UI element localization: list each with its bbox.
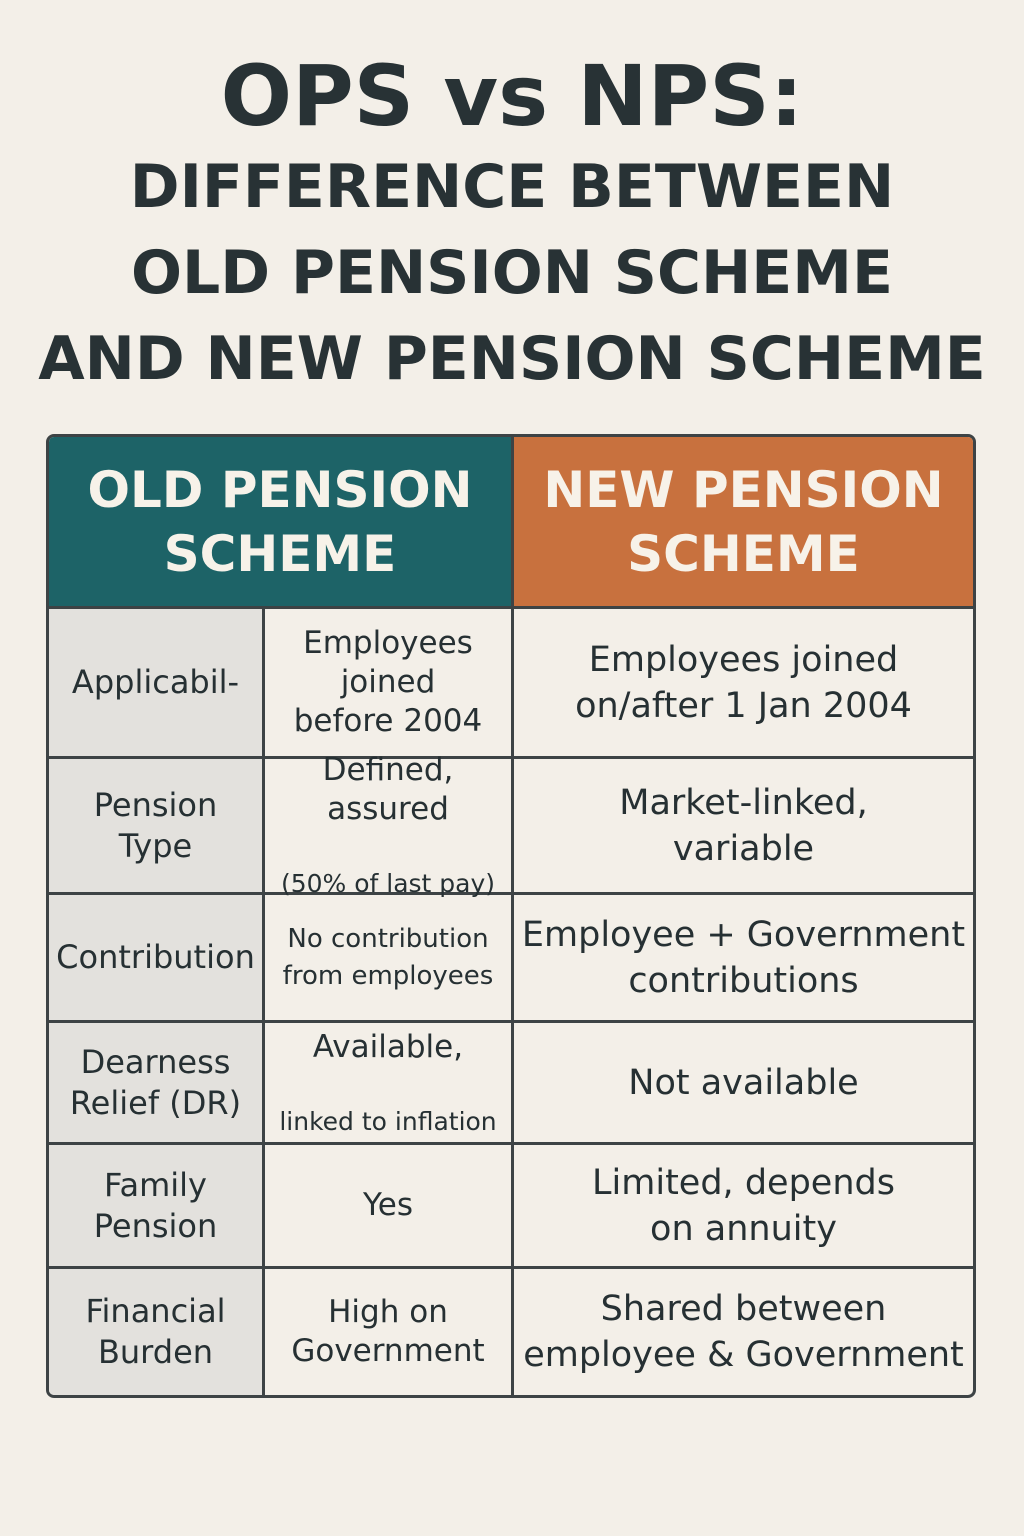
nps-value: Market-linked, variable <box>619 782 868 869</box>
nps-value: Not available <box>628 1062 859 1103</box>
comparison-table <box>46 434 976 1398</box>
table-row-family-pension <box>49 1145 973 1269</box>
header-old-pension-scheme: OLD PENSION SCHEME <box>49 437 514 606</box>
row-label: Family Pension <box>49 1145 265 1266</box>
page-title: OPS vs NPS: <box>220 47 804 145</box>
table-row-contribution <box>49 895 973 1023</box>
nps-value: Employee + Government contributions <box>521 914 966 1001</box>
table-header-row <box>49 437 973 609</box>
ops-value: Employees joined before 2004 <box>265 609 514 756</box>
header-new-pension-scheme: NEW PENSION SCHEME <box>514 437 973 606</box>
page-subtitle-line-2: OLD PENSION SCHEME <box>131 238 893 308</box>
nps-value: Limited, depends on annuity <box>592 1162 895 1249</box>
row-label: Dearness Relief (DR) <box>49 1023 265 1142</box>
page-title-block <box>0 48 1024 402</box>
table-row-dearness-relief <box>49 1023 973 1145</box>
table-row-financial-burden <box>49 1269 973 1395</box>
ops-value: High on Government <box>265 1269 514 1395</box>
table-row-pension-type <box>49 752 973 898</box>
ops-value-cell <box>265 752 514 898</box>
ops-value: Defined, assured <box>322 752 454 827</box>
page-subtitle-line-3: AND NEW PENSION SCHEME <box>38 324 986 394</box>
ops-value-note: (50% of last pay) <box>280 869 496 898</box>
row-label: Pension Type <box>49 759 265 892</box>
nps-value: Shared between employee & Government <box>523 1289 964 1375</box>
ops-value: No contribution from employees <box>265 895 514 1020</box>
table-row-applicability <box>49 609 973 759</box>
ops-value: Yes <box>265 1145 514 1266</box>
ops-value: Available, <box>312 1028 464 1065</box>
row-label: Contribution <box>49 895 265 1020</box>
ops-value-note: linked to inflation <box>279 1106 497 1136</box>
row-label: Financial Burden <box>49 1269 265 1395</box>
nps-value: Employees joined on/after 1 Jan 2004 <box>575 639 912 726</box>
page-subtitle-line-1: DIFFERENCE BETWEEN <box>129 152 895 222</box>
row-label: Applicabil- <box>49 609 265 756</box>
ops-value-cell <box>265 1023 514 1142</box>
